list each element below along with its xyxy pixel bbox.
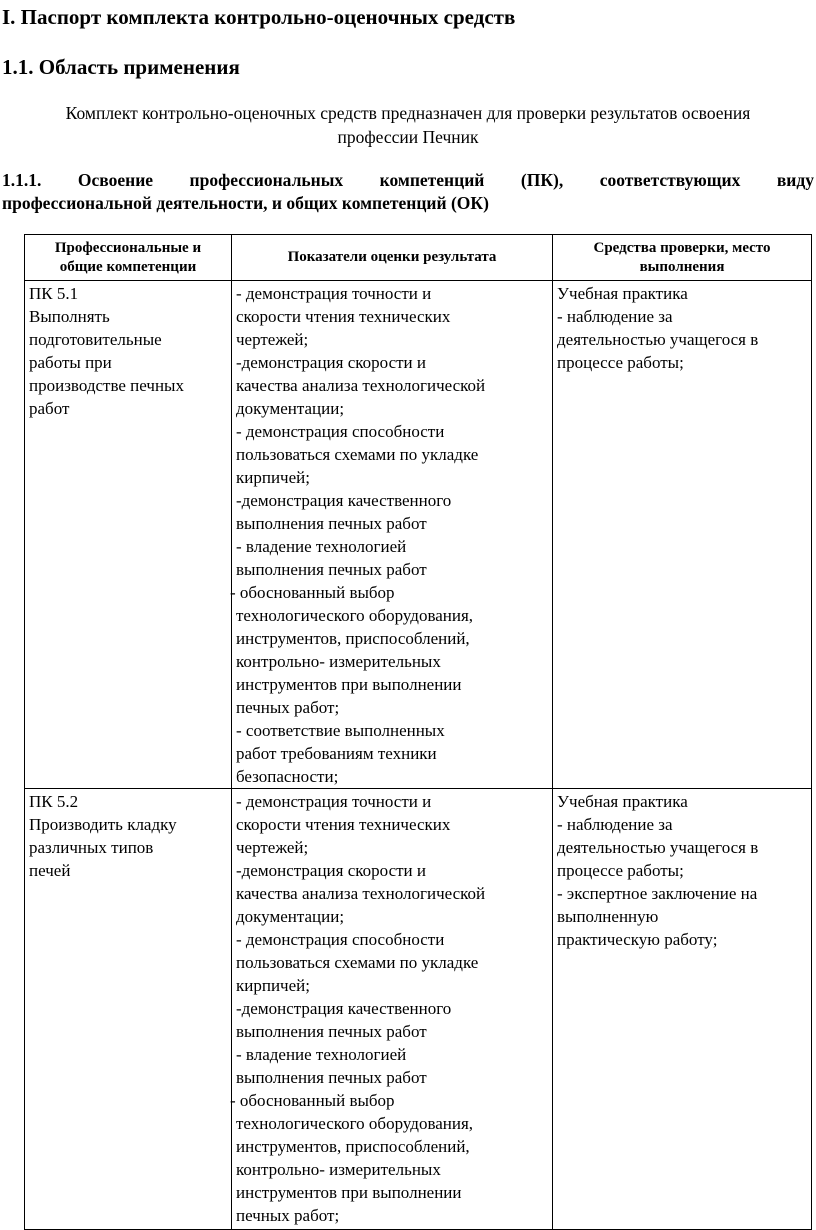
indicators-line: качества анализа технологической <box>236 884 486 903</box>
competence-cell <box>25 281 232 789</box>
means-line: - наблюдение за <box>557 815 673 834</box>
indicators-line: пользоваться схемами по укладке <box>236 953 479 972</box>
means-cell <box>553 281 812 789</box>
indicators-line: - демонстрация способности <box>236 930 445 949</box>
indicators-line: скорости чтения технических <box>236 307 451 326</box>
means-line: - наблюдение за <box>557 307 673 326</box>
means-line: Учебная практика <box>557 284 688 303</box>
intro-line: Комплект контрольно-оценочных средств предназначен для проверки результатов освоения <box>65 103 751 123</box>
indicators-line: работ требованиям техники <box>236 744 437 763</box>
indicators-line: -демонстрация качественного <box>236 491 452 510</box>
competence-line: Производить кладку <box>29 815 177 834</box>
competence-line: подготовительные <box>29 330 162 349</box>
indicators-line: скорости чтения технических <box>236 815 451 834</box>
means-cell <box>553 789 812 1230</box>
table-row <box>25 789 812 1230</box>
means-line: процессе работы; <box>557 353 684 372</box>
intro-line: профессии Печник <box>337 127 479 147</box>
indicators-line: кирпичей; <box>236 976 310 995</box>
indicators-line: печных работ; <box>236 1206 340 1225</box>
section-heading: I. Паспорт комплекта контрольно-оценочных средств <box>2 5 516 29</box>
header-line: Средства проверки, место <box>593 239 771 256</box>
indicators-line: - обоснованный выбор <box>230 583 395 602</box>
indicators-line: чертежей; <box>236 838 309 857</box>
means-line: - экспертное заключение на <box>557 884 758 903</box>
column-header-competences <box>25 235 232 281</box>
indicators-line: инструментов, приспособлений, <box>236 629 470 648</box>
indicators-line: выполнения печных работ <box>236 1068 427 1087</box>
table-row <box>25 281 812 789</box>
indicators-line: безопасности; <box>236 767 339 786</box>
indicators-line: -демонстрация скорости и <box>236 353 426 372</box>
indicators-line: выполнения печных работ <box>236 560 427 579</box>
indicators-line: инструментов, приспособлений, <box>236 1137 470 1156</box>
indicators-line: - демонстрация способности <box>236 422 445 441</box>
indicators-line: технологического оборудования, <box>236 1114 474 1133</box>
competence-line: ПК 5.1 <box>29 284 79 303</box>
indicators-line: качества анализа технологической <box>236 376 486 395</box>
means-line: деятельностью учащегося в <box>557 838 759 857</box>
indicators-line: - владение технологией <box>236 537 407 556</box>
indicators-line: -демонстрация качественного <box>236 999 452 1018</box>
table-header-row <box>25 235 812 281</box>
competence-line: работ <box>29 399 70 418</box>
competence-line: Выполнять <box>29 307 110 326</box>
means-line: Учебная практика <box>557 792 688 811</box>
indicators-line: контрольно- измерительных <box>236 1160 441 1179</box>
means-line: выполненную <box>557 907 659 926</box>
competence-line: производстве печных <box>29 376 184 395</box>
means-line: деятельностью учащегося в <box>557 330 759 349</box>
indicators-line: - обоснованный выбор <box>230 1091 395 1110</box>
intro-paragraph <box>0 101 816 149</box>
competence-line: различных типов <box>29 838 154 857</box>
header-line: общие компетенции <box>59 258 197 275</box>
header-line: Профессиональные и <box>54 239 202 256</box>
indicators-line: технологического оборудования, <box>236 606 474 625</box>
competence-table <box>24 234 812 1230</box>
competence-cell <box>25 789 232 1230</box>
indicators-line: -демонстрация скорости и <box>236 861 426 880</box>
indicators-line: инструментов при выполнении <box>236 1183 462 1202</box>
indicators-line: документации; <box>236 399 345 418</box>
indicators-line: - демонстрация точности и <box>236 284 432 303</box>
indicators-line: печных работ; <box>236 698 340 717</box>
indicators-line: выполнения печных работ <box>236 1022 427 1041</box>
indicators-line: выполнения печных работ <box>236 514 427 533</box>
competence-line: печей <box>29 861 71 880</box>
competence-line: работы при <box>29 353 112 372</box>
column-header-means <box>553 235 812 281</box>
indicators-line: инструментов при выполнении <box>236 675 462 694</box>
subsubsection-heading <box>2 169 814 215</box>
indicators-line: контрольно- измерительных <box>236 652 441 671</box>
indicators-line: - владение технологией <box>236 1045 407 1064</box>
subsection-heading: 1.1. Область применения <box>2 55 240 79</box>
indicators-line: кирпичей; <box>236 468 310 487</box>
indicators-line: - соответствие выполненных <box>236 721 445 740</box>
header-line: выполнения <box>639 258 725 275</box>
competence-line: ПК 5.2 <box>29 792 79 811</box>
indicators-line: - демонстрация точности и <box>236 792 432 811</box>
means-line: процессе работы; <box>557 861 684 880</box>
indicators-line: чертежей; <box>236 330 309 349</box>
header-line: Показатели оценки результата <box>287 249 497 265</box>
indicators-cell <box>232 281 553 789</box>
means-line: практическую работу; <box>557 930 718 949</box>
indicators-line: пользоваться схемами по укладке <box>236 445 479 464</box>
indicators-cell <box>232 789 553 1230</box>
indicators-line: документации; <box>236 907 345 926</box>
heading-line: профессиональной деятельности, и общих компетенций (ОК) <box>2 193 489 213</box>
column-header-indicators <box>232 235 553 281</box>
heading-line: 1.1.1. Освоение профессиональных компетенций (ПК), соответствующих виду <box>2 170 814 190</box>
